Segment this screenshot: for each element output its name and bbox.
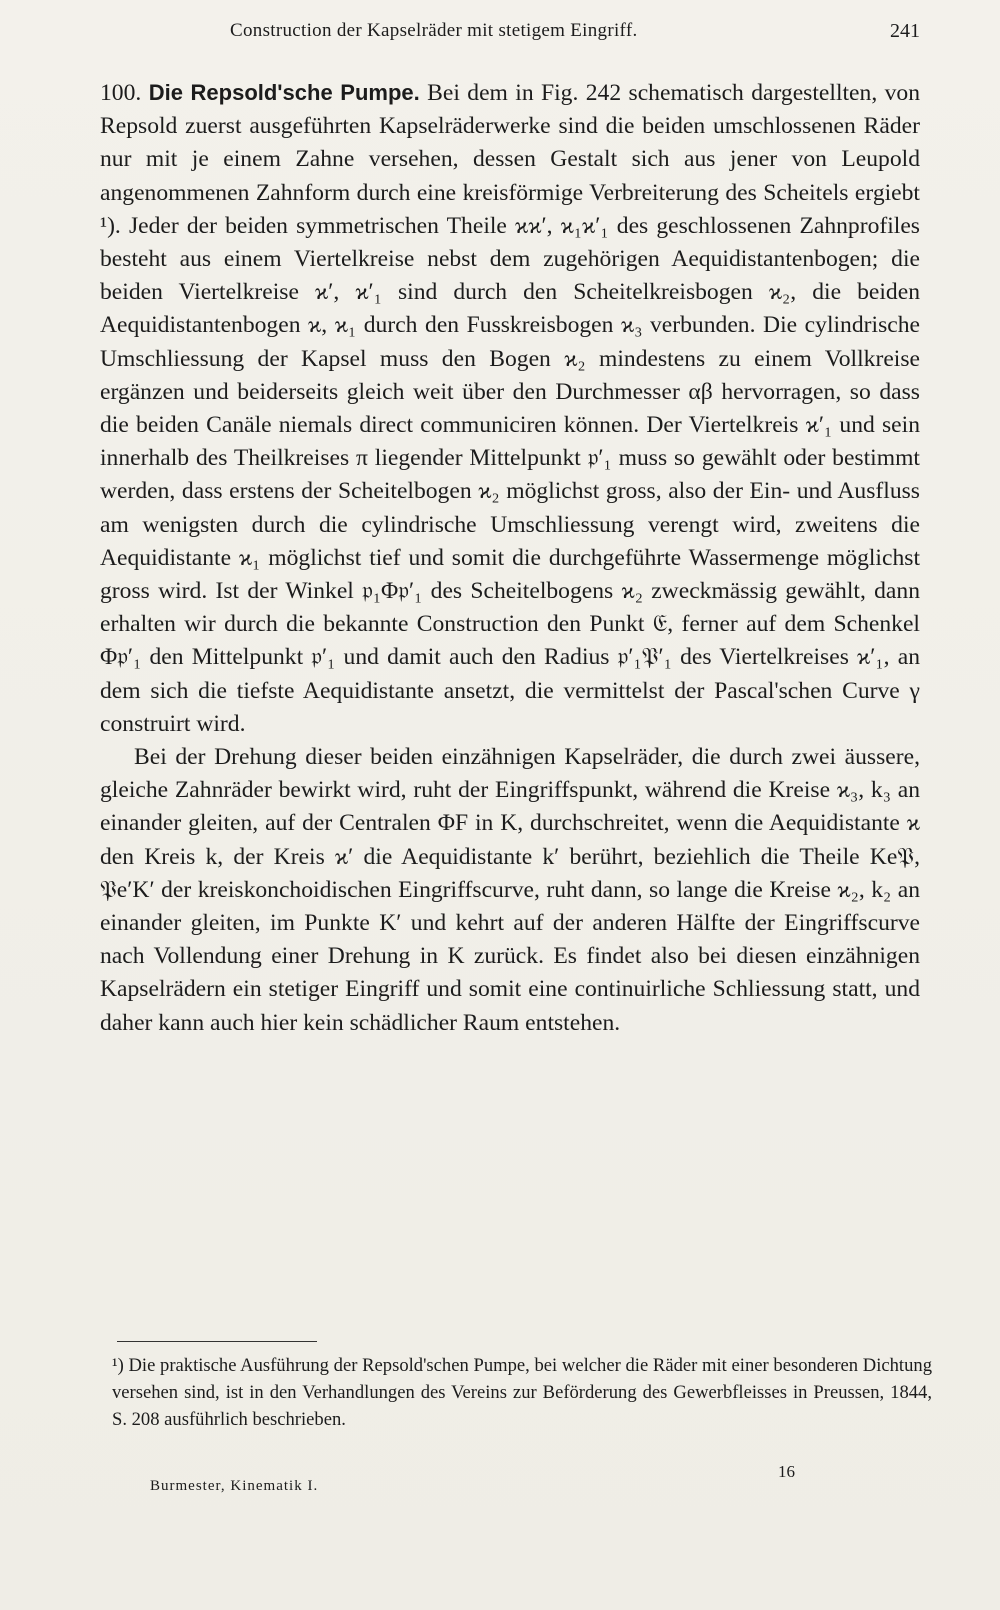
- footnote: [112, 1352, 932, 1433]
- section-title: Die Repsold'sche Pumpe.: [148, 80, 420, 105]
- running-title: Construction der Kapselräder mit stetigem Eingriff.: [230, 20, 638, 41]
- footnote-text: ¹) Die praktische Ausführung der Repsold'schen Pumpe, bei welcher die Räder mit einer besonderen Dichtung versehen sind, ist in den Verhandlungen des Vereins zur Beförderung des Gewerbfleisses in Preussen, 1844, S. 208 ausführlich beschrieben.: [112, 1355, 932, 1430]
- paragraph-1-text: Bei dem in Fig. 242 schematisch dargestellten, von Repsold zuerst ausgeführten Kapselräderwerke sind die beiden umschlossenen Räder nur mit je einem Zahne versehen, dessen Gestalt sich aus jener von Leupold angenommenen Zahnform durch eine kreisförmige Verbreiterung des Scheitels ergiebt ¹). Jeder der beiden symmetrischen Theile ϰϰ′, ϰ₁ϰ′₁ des geschlossenen Zahnprofiles besteht aus einem Viertelkreise nebst dem zugehörigen Aequidistantenbogen; die beiden Viertelkreise ϰ′, ϰ′₁ sind durch den Scheitelkreisbogen ϰ₂, die beiden Aequidistantenbogen ϰ, ϰ₁ durch den Fusskreisbogen ϰ₃ verbunden. Die cylindrische Umschliessung der Kapsel muss den Bogen ϰ₂ mindestens zu einem Vollkreise ergänzen und beiderseits gleich weit über den Durchmesser αβ hervorragen, so dass die beiden Canäle niemals direct communiciren können. Der Viertelkreis ϰ′₁ und sein innerhalb des Theilkreises π liegender Mittelpunkt 𝔭′₁ muss so gewählt oder bestimmt werden, dass erstens der Scheitelbogen ϰ₂ möglichst gross, also der Ein- und Ausfluss am wenigsten durch die cylindrische Umschliessung verengt wird, zweitens die Aequidistante ϰ₁ möglichst tief und somit die durchgeführte Wassermenge möglichst gross wird. Ist der Winkel 𝔭₁Φ𝔭′₁ des Scheitelbogens ϰ₂ zweckmässig gewählt, dann erhalten wir durch die bekannte Construction den Punkt 𝔈, ferner auf dem Schenkel Φ𝔭′₁ den Mittelpunkt 𝔭′₁ und damit auch den Radius 𝔭′₁𝔓′₁ des Viertelkreises ϰ′₁, an dem sich die tiefste Aequidistante ansetzt, die vermittelst der Pascal'schen Curve γ construirt wird.: [100, 80, 920, 737]
- printer-signature: Burmester, Kinematik I.: [150, 1478, 319, 1494]
- main-text: [100, 76, 920, 1040]
- paragraph-2: Bei der Drehung dieser beiden einzähnigen Kapselräder, die durch zwei äussere, gleiche Zahnräder bewirkt wird, ruht der Eingriffspunkt, während die Kreise ϰ₃, k₃ an einander gleiten, auf der Centralen ΦF in K, durchschreitet, wenn die Aequidistante ϰ den Kreis k, der Kreis ϰ′ die Aequidistante k′ berührt, beziehlich die Theile Ke𝔓, 𝔓e′K′ der kreiskonchoidischen Eingriffscurve, ruht dann, so lange die Kreise ϰ₂, k₂ an einander gleiten, im Punkte K′ und kehrt auf der anderen Hälfte der Eingriffscurve nach Vollendung einer Drehung in K zurück. Es findet also bei diesen einzähnigen Kapselrädern ein stetiger Eingriff und somit eine continuirliche Schliessung statt, und daher kann auch hier kein schädlicher Raum entstehen.: [100, 744, 920, 1036]
- footnote-divider: [117, 1341, 317, 1342]
- paragraph-1: [100, 76, 920, 741]
- sheet-number: 16: [778, 1462, 795, 1481]
- page-number: 241: [890, 20, 920, 42]
- section-number: 100.: [100, 80, 142, 106]
